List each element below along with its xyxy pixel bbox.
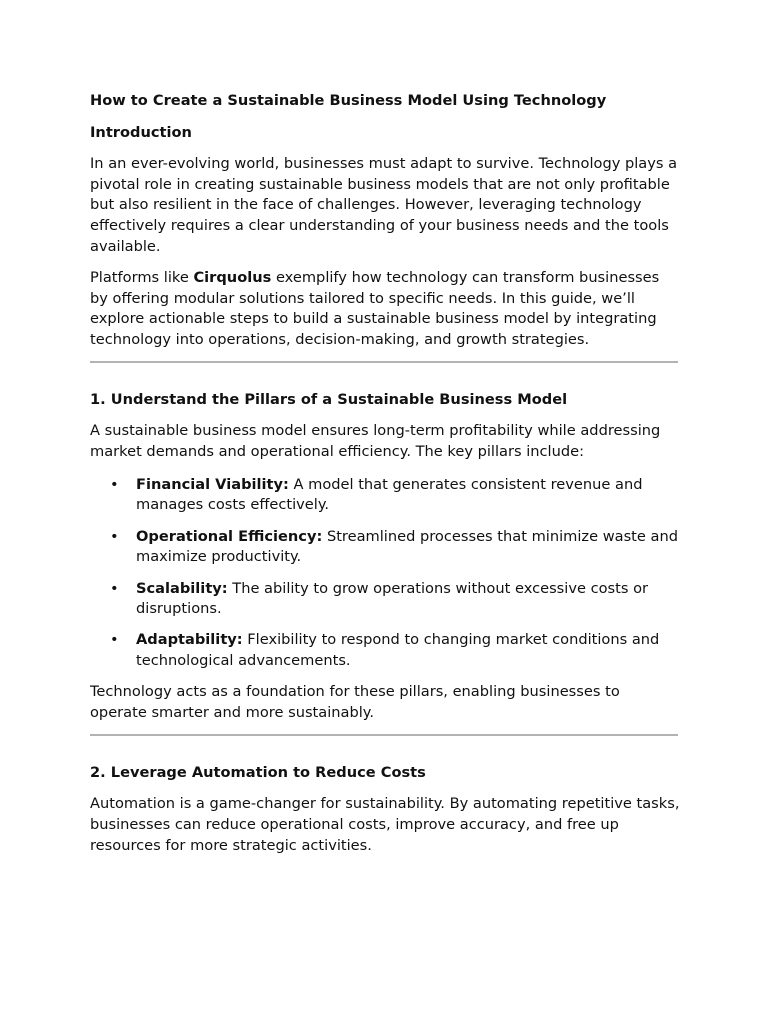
list-item-label: Adaptability: [136,631,243,649]
list-item-label: Scalability: [136,579,228,597]
section-1-intro: A sustainable business model ensures long-term profitability while addressing market demands and operational efficiency. The key pillars include: [90,422,661,461]
list-item-label: Financial Viability: [136,475,289,493]
pillars-list [90,475,680,672]
section-1-closing: Technology acts as a foundation for these pillars, enabling businesses to operate smarter and more sustainably. [90,683,620,722]
list-item [90,579,680,620]
list-item-text: Flexibility to respond to changing market conditions and technological advancements. [136,631,660,670]
list-item-text: Streamlined processes that minimize waste and maximize productivity. [136,527,678,566]
document-title: How to Create a Sustainable Business Model Using Technology [90,92,607,109]
list-item [90,527,680,568]
list-item [90,630,680,671]
list-item [90,475,680,516]
section-divider [90,361,678,363]
list-item-label: Operational Efficiency: [136,527,323,545]
section-2-paragraph: Automation is a game-changer for sustainability. By automating repetitive tasks, businesses can reduce operational costs, improve accuracy, and free up resources for more strategic activities. [90,795,680,854]
bullet-icon: • [110,631,119,649]
list-item-text: A model that generates consistent revenue and manages costs effectively. [136,475,643,514]
section-2-heading: 2. Leverage Automation to Reduce Costs [90,764,426,782]
section-divider [90,734,678,736]
brand-name: Cirquolus [193,269,272,287]
intro-paragraph-2 [90,268,680,351]
bullet-icon: • [110,527,119,545]
document-page [90,90,680,867]
bullet-icon: • [110,579,119,597]
list-item-text: The ability to grow operations without excessive costs or disruptions. [136,579,649,618]
intro-p2-rest: exemplify how technology can transform businesses by offering modular solutions tailored to specific needs. In this guide, we’ll explore actionable steps to build a sustainable business model by integrating technology into operations, decision-making, and growth strategies. [90,269,660,349]
bullet-icon: • [110,475,119,493]
section-1-heading: 1. Understand the Pillars of a Sustainable Business Model [90,391,568,409]
introduction-heading: Introduction [90,124,192,141]
intro-p2-lead: Platforms like [90,269,194,287]
intro-paragraph-1: In an ever-evolving world, businesses must adapt to survive. Technology plays a pivotal role in creating sustainable business models that are not only profitable but also resilient in the face of challenges. However, leveraging technology effectively requires a clear understanding of your business needs and the tools available. [90,155,678,255]
